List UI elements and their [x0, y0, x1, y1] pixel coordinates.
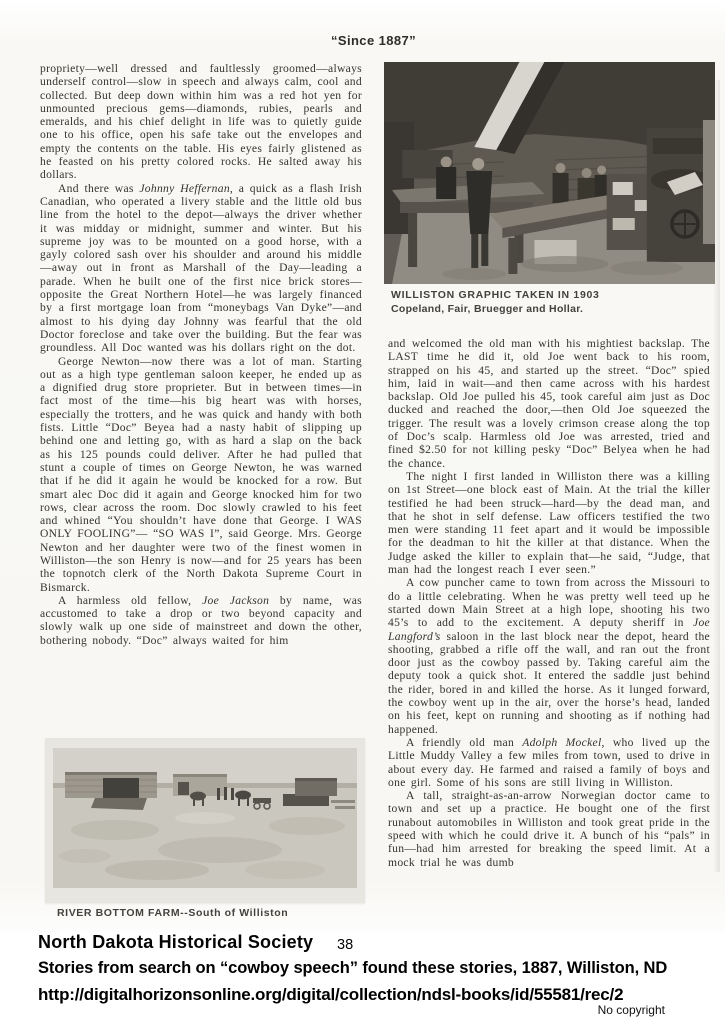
paragraph: A tall, straight-as-an-arrow Norwegian doctor came to town and set up a practice. He bought one of the first runabout automobiles in Williston and took great pride in the speed with which he could drive it. A bunch of his “pals” in fun—had him arrested for breaking the speed limit. At a mock trial he was dumb [388, 789, 710, 869]
print-shop-photo [384, 62, 715, 284]
print-shop-caption-subtitle: Copeland, Fair, Bruegger and Hollar. [391, 302, 584, 315]
footer-organization: North Dakota Historical Society [38, 932, 314, 952]
paragraph: The night I first landed in Williston there was a killing on 1st Street—one block east of Main. At the trial the killer testified he had been struck—hard—by the dead man, and that he shot in self defense. Law officers testified the two men were standing 11 feet apart and it would be impossible for the deadman to hit the killer at that distance. When the Judge asked the killer to explain that—he said, “Judge, that man had the longest reach I ever seen.” [388, 469, 710, 577]
footer-url: http://digitalhorizonsonline.org/digital/collection/ndsl-books/id/55581/rec/2 [38, 985, 624, 1004]
running-head: “Since 1887” [330, 33, 416, 48]
print-shop-caption [391, 289, 600, 316]
paragraph: George Newton—now there was a lot of man. Starting out as a high type gentleman saloon keeper, he ended up as a dignified drug store proprieter. But in between times—in fact most of the time—his big heart was with horses, especially the trotters, and he was quick and handy with both fists. Little “Doc” Beyea had a nasty habit of slipping up behind one and letting go, with as hard a slap on the back as his 125 pounds could deliver. After he had pulled that stunt a couple of times on George Newton, he was warned that if he did it again he would be knocked for a row. But smart alec Doc did it again and George knocked him for two rows, clear across the room. Doc slowly crawled to his feet and whined “You shouldn’t have done that George. I WAS ONLY FOOLING”— “SO WAS I”, said George. Mrs. George Newton and her daughter were two of the finest women in Williston—the son Henry is now—and for 25 years has been the topnotch clerk of the North Dakota Supreme Court in Bismarck. [40, 354, 362, 594]
print-shop-photo-image [384, 62, 715, 284]
footer-search-note: Stories from search on “cowboy speech” found these stories, 1887, Williston, ND [38, 959, 668, 977]
footer-page-number: 38 [337, 937, 354, 953]
paragraph: A harmless old fellow, Joe Jackson by name, was accustomed to take a drop or two beyond capacity and slowly walk up one side of mainstreet and down the other, bothering nobody. “Doc” always waited for him [40, 593, 362, 647]
paragraph: propriety—well dressed and faultlessly groomed—always underself control—slow in speech and always calm, cool and collected. But deep down within him was a red hot yen for unmounted precious gems—diamonds, rubies, pearls and emeralds, and his chief delight in life was to quietly guide one to his office, open his safe take out the envelopes and empty the contents on the table. His eyes fairly glistened as he feasted on his pretty colored rocks. He salted away his dollars. [40, 62, 362, 182]
farm-photo-image [45, 738, 365, 903]
footer-copyright: No copyright [597, 1003, 665, 1017]
farm-caption: RIVER BOTTOM FARM--South of Williston [57, 907, 289, 919]
paragraph: A cow puncher came to town from across the Missouri to do a little celebrating. When he was pretty well teed up he started down Main Street at a high lope, shooting his two 45’s to add to the excitement. A deputy sheriff in Joe Langford’s saloon in the last block near the depot, heard the shooting, grabbed a rifle off the wall, and ran out the front door just as the cowboy passed by. Taking careful aim the deputy took a quick shot. It entered the saddle just behind the rider, bored in and killed the horse. As it lunged forward, the cowboy went up in the air, over the horse’s head, landed on his feet, kept on running and shooting as if nothing had happened. [388, 576, 710, 736]
paragraph: A friendly old man Adolph Mockel, who lived up the Little Muddy Valley a few miles from town, used to drive in about every day. He farmed and raised a family of boys and one girl. Some of his sons are still living in Williston. [388, 735, 710, 789]
left-text-column [40, 62, 362, 738]
farm-photo [45, 738, 365, 903]
print-shop-caption-title: WILLISTON GRAPHIC TAKEN IN 1903 [391, 289, 600, 301]
paragraph: And there was Johnny Heffernan, a quick as a flash Irish Canadian, who operated a livery stable and the little old bus line from the hotel to the depot—always the driver whether it was midday or midnight, summer and winter. But his supreme joy was to be mounted on a good horse, with a gayly colored sash over his shoulder and around his middle—away out in front as Marshall of the Day—leading a parade. When he built one of the first nice brick stores—opposite the Great Northern Hotel—he was largely financed by a first mortgage loan from “moneybags Van Dyke”—and almost to his dying day Johnny was fearful that the old Doctor foreclose and take over the building. But the fear was groundless. All Doc wanted was his dollars right on the dot. [40, 181, 362, 355]
paragraph: and welcomed the old man with his mightiest backslap. The LAST time he did it, old Joe went back to his room, strapped on his 45, and started up the street. “Doc” spied him, laid in wait—and then came across with his hardest backslap. Old Joe pulled his 45, took careful aim just as Doc ducked and reached the door,—then Old Joe squeezed the trigger. The result was a lovely crimson crease along the top of Doc’s scalp. Harmless old Joe was arrested, tried and fined $2.50 for not killing pesky “Doc” Belyea when he had the chance. [388, 337, 710, 470]
right-text-column [388, 337, 710, 935]
